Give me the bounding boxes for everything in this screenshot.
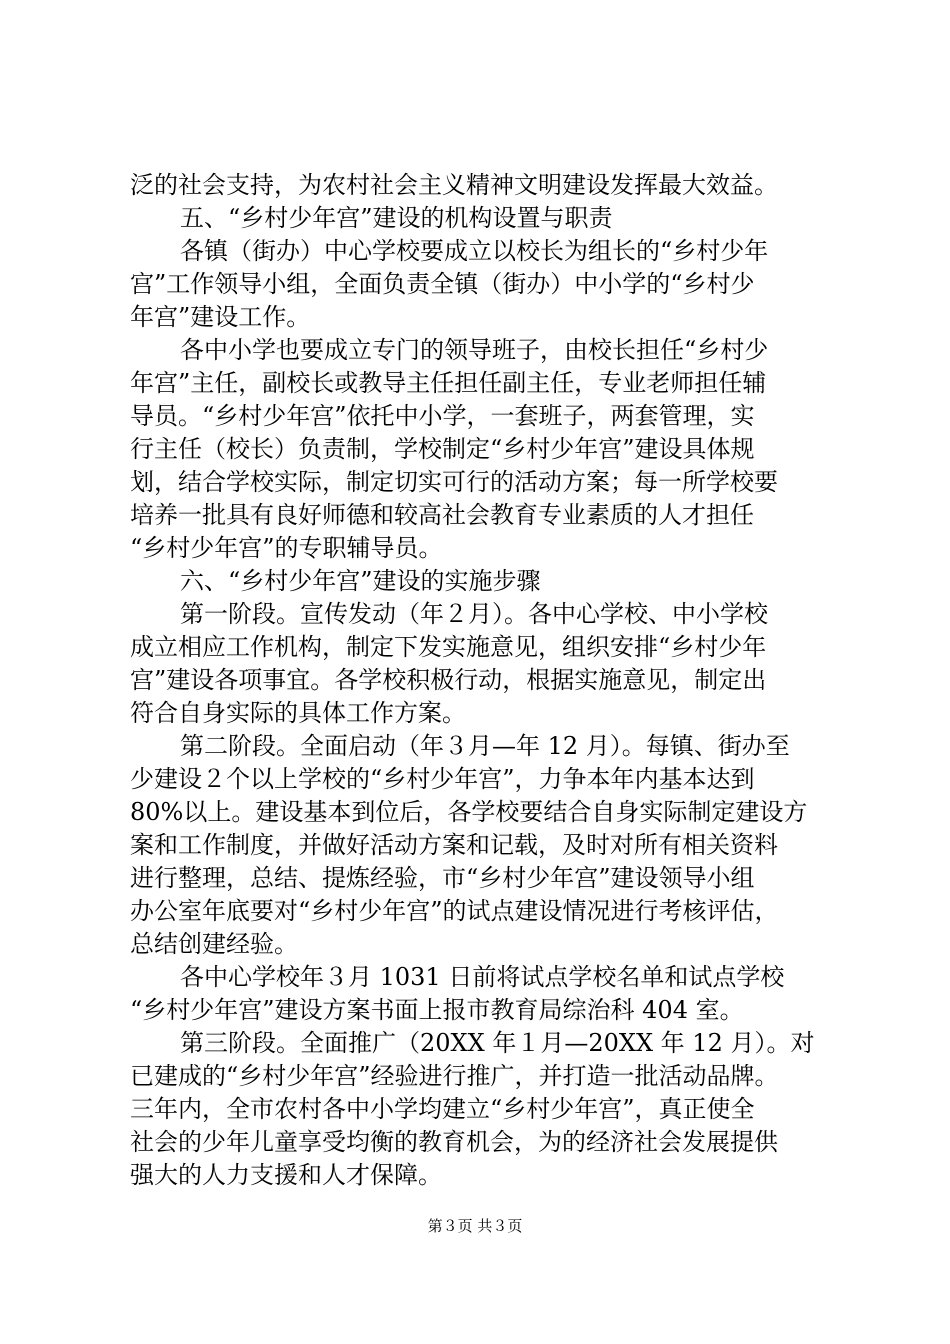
text-line: 第三阶段。全面推广（20XX 年１月—20XX 年 12 月）。对	[180, 1029, 815, 1057]
text-line: 成立相应工作机构，制定下发实施意见，组织安排“乡村少年	[130, 633, 767, 661]
text-line: 总结创建经验。	[130, 930, 298, 958]
text-line: 六、“乡村少年宫”建设的实施步骤	[180, 567, 541, 595]
text-line: 年宫”建设工作。	[130, 303, 311, 331]
text-line: 80%以上。建设基本到位后，各学校要结合自身实际制定建设方	[130, 798, 808, 826]
page-footer: 第３页 共３页	[427, 1217, 523, 1235]
text-line: 社会的少年儿童享受均衡的教育机会，为的经济社会发展提供	[130, 1128, 778, 1156]
text-line: “乡村少年宫”的专职辅导员。	[130, 534, 443, 562]
text-line: 各镇（街办）中心学校要成立以校长为组长的“乡村少年	[180, 237, 769, 265]
document-body	[130, 169, 830, 1192]
text-line: 案和工作制度，并做好活动方案和记载，及时对所有相关资料	[130, 831, 778, 859]
text-line: 第一阶段。宣传发动（年２月）。各中心学校、中小学校	[180, 600, 768, 628]
text-line: 第二阶段。全面启动（年３月—年 12 月）。每镇、街办至	[180, 732, 790, 760]
text-line: 符合自身实际的具体工作方案。	[130, 699, 466, 727]
text-line: 年宫”主任，副校长或教导主任担任副主任，专业老师担任辅	[130, 369, 767, 397]
text-line: 进行整理，总结、提炼经验，市“乡村少年宫”建设领导小组	[130, 864, 755, 892]
text-line: 各中心学校年３月 1031 日前将试点学校名单和试点学校	[180, 963, 785, 991]
text-line: 培养一批具有良好师德和较高社会教育专业素质的人才担任	[130, 501, 754, 529]
text-line: 宫”工作领导小组，全面负责全镇（街办）中小学的“乡村少	[130, 270, 755, 298]
text-line: 划，结合学校实际，制定切实可行的活动方案；每一所学校要	[130, 468, 778, 496]
text-line: 各中小学也要成立专门的领导班子，由校长担任“乡村少	[180, 336, 769, 364]
text-line: 办公室年底要对“乡村少年宫”的试点建设情况进行考核评估，	[130, 897, 779, 925]
text-line: 导员。“乡村少年宫”依托中小学，一套班子，两套管理，实	[130, 402, 755, 430]
text-line: 宫”建设各项事宜。各学校积极行动，根据实施意见，制定出	[130, 666, 767, 694]
text-line: 五、“乡村少年宫”建设的机构设置与职责	[180, 204, 613, 232]
text-line: 少建设２个以上学校的“乡村少年宫”，力争本年内基本达到	[130, 765, 755, 793]
text-line: “乡村少年宫”建设方案书面上报市教育局综治科 404 室。	[130, 996, 744, 1024]
text-line: 已建成的“乡村少年宫”经验进行推广，并打造一批活动品牌。	[130, 1062, 779, 1090]
text-line: 三年内，全市农村各中小学均建立“乡村少年宫”，真正使全	[130, 1095, 755, 1123]
text-line: 行主任（校长）负责制，学校制定“乡村少年宫”建设具体规	[130, 435, 755, 463]
text-line: 泛的社会支持，为农村社会主义精神文明建设发挥最大效益。	[130, 171, 778, 199]
text-line: 强大的人力支援和人才保障。	[130, 1161, 442, 1189]
